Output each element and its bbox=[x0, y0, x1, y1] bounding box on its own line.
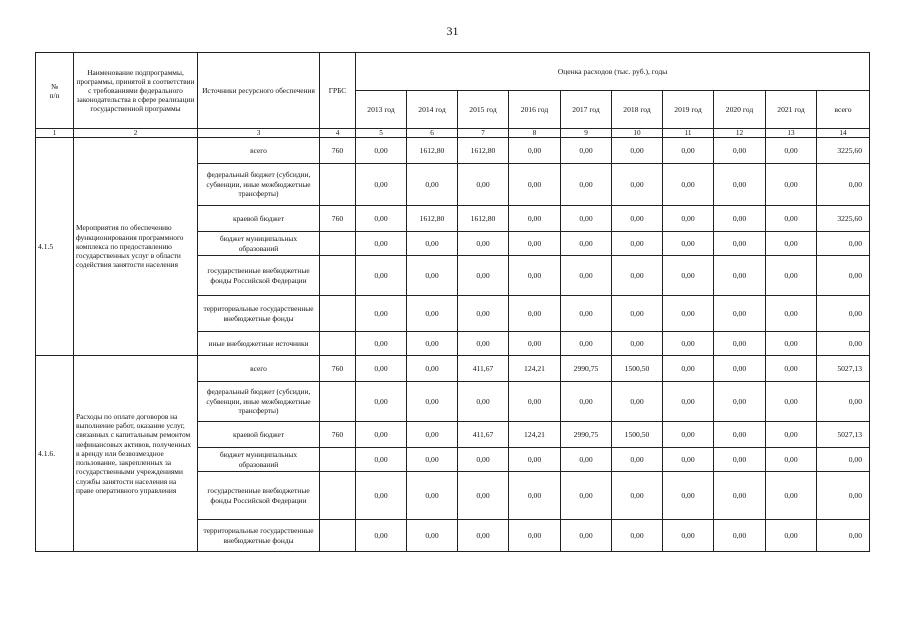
year-value: 0,00 bbox=[356, 520, 407, 552]
year-value: 0,00 bbox=[458, 256, 509, 296]
grbs-code: 760 bbox=[320, 206, 356, 232]
year-value: 0,00 bbox=[766, 256, 817, 296]
grbs-code: 760 bbox=[320, 422, 356, 448]
funding-source: бюджет муниципальных образований bbox=[198, 448, 320, 472]
total-value: 0,00 bbox=[817, 448, 870, 472]
grbs-code bbox=[320, 448, 356, 472]
year-value: 0,00 bbox=[612, 138, 663, 164]
year-value: 0,00 bbox=[509, 520, 561, 552]
year-value: 0,00 bbox=[663, 356, 714, 382]
year-value: 411,67 bbox=[458, 356, 509, 382]
column-number: 2 bbox=[74, 129, 198, 138]
year-value: 0,00 bbox=[356, 138, 407, 164]
year-value: 0,00 bbox=[356, 332, 407, 356]
column-numbers-row bbox=[36, 129, 870, 138]
year-value: 0,00 bbox=[663, 520, 714, 552]
year-value: 0,00 bbox=[356, 356, 407, 382]
column-number: 1 bbox=[36, 129, 74, 138]
funding-source: федеральный бюджет (субсидии, субвенции, иные межбюджетные трансферты) bbox=[198, 382, 320, 422]
year-value: 0,00 bbox=[458, 520, 509, 552]
year-value: 0,00 bbox=[561, 256, 612, 296]
year-value: 0,00 bbox=[407, 164, 458, 206]
year-value: 0,00 bbox=[612, 448, 663, 472]
year-value: 0,00 bbox=[509, 256, 561, 296]
year-value: 0,00 bbox=[458, 164, 509, 206]
year-value: 0,00 bbox=[407, 422, 458, 448]
year-value: 0,00 bbox=[356, 448, 407, 472]
year-value: 0,00 bbox=[561, 232, 612, 256]
year-value: 0,00 bbox=[612, 164, 663, 206]
year-value: 0,00 bbox=[612, 472, 663, 520]
year-value: 0,00 bbox=[663, 332, 714, 356]
funding-source: федеральный бюджет (субсидии, субвенции, иные межбюджетные трансферты) bbox=[198, 164, 320, 206]
column-number: 10 bbox=[612, 129, 663, 138]
year-value: 0,00 bbox=[766, 356, 817, 382]
total-value: 3225,60 bbox=[817, 138, 870, 164]
year-value: 2990,75 bbox=[561, 356, 612, 382]
year-value: 0,00 bbox=[407, 232, 458, 256]
year-value: 411,67 bbox=[458, 422, 509, 448]
grbs-code: 760 bbox=[320, 356, 356, 382]
funding-source: краевой бюджет bbox=[198, 206, 320, 232]
year-value: 0,00 bbox=[561, 206, 612, 232]
funding-source: краевой бюджет bbox=[198, 422, 320, 448]
year-value: 0,00 bbox=[356, 206, 407, 232]
header-year: 2013 год bbox=[356, 91, 407, 129]
funding-source: государственные внебюджетные фонды Российской Федерации bbox=[198, 472, 320, 520]
funding-source: территориальные государственные внебюджетные фонды bbox=[198, 296, 320, 332]
year-value: 0,00 bbox=[509, 296, 561, 332]
item-code: 4.1.5 bbox=[36, 138, 74, 356]
year-value: 0,00 bbox=[663, 138, 714, 164]
item-name: Расходы по оплате договоров на выполнение работ, оказание услуг, связанных с капитальным ремонтом нефинансовых активов, полученных в аренду или безвозмездное пользование, закрепленных за государственными учреждениями службы занятости населения на праве оперативного управления bbox=[74, 356, 198, 552]
year-value: 0,00 bbox=[663, 296, 714, 332]
funding-source: бюджет муниципальных образований bbox=[198, 232, 320, 256]
funding-source: всего bbox=[198, 356, 320, 382]
year-value: 0,00 bbox=[561, 164, 612, 206]
year-value: 0,00 bbox=[612, 520, 663, 552]
total-value: 0,00 bbox=[817, 332, 870, 356]
year-value: 0,00 bbox=[612, 206, 663, 232]
budget-table bbox=[35, 52, 870, 552]
year-value: 0,00 bbox=[509, 472, 561, 520]
year-value: 0,00 bbox=[407, 296, 458, 332]
year-value: 0,00 bbox=[407, 332, 458, 356]
total-value: 0,00 bbox=[817, 382, 870, 422]
year-value: 0,00 bbox=[458, 382, 509, 422]
header-estimate: Оценка расходов (тыс. руб.), годы bbox=[356, 53, 870, 91]
year-value: 0,00 bbox=[766, 382, 817, 422]
header-grbs: ГРБС bbox=[320, 53, 356, 129]
year-value: 0,00 bbox=[561, 472, 612, 520]
year-value: 0,00 bbox=[663, 448, 714, 472]
grbs-code: 760 bbox=[320, 138, 356, 164]
year-value: 0,00 bbox=[663, 232, 714, 256]
header-year: 2020 год bbox=[714, 91, 766, 129]
year-value: 0,00 bbox=[458, 232, 509, 256]
total-value: 0,00 bbox=[817, 520, 870, 552]
year-value: 0,00 bbox=[561, 382, 612, 422]
year-value: 0,00 bbox=[714, 206, 766, 232]
table-row bbox=[36, 138, 870, 164]
header-year: 2021 год bbox=[766, 91, 817, 129]
year-value: 0,00 bbox=[356, 232, 407, 256]
year-value: 0,00 bbox=[509, 448, 561, 472]
year-value: 0,00 bbox=[714, 332, 766, 356]
year-value: 0,00 bbox=[663, 206, 714, 232]
funding-source: территориальные государственные внебюджетные фонды bbox=[198, 520, 320, 552]
funding-source: всего bbox=[198, 138, 320, 164]
column-number: 12 bbox=[714, 129, 766, 138]
grbs-code bbox=[320, 296, 356, 332]
header-year: 2019 год bbox=[663, 91, 714, 129]
year-value: 0,00 bbox=[714, 232, 766, 256]
grbs-code bbox=[320, 520, 356, 552]
year-value: 0,00 bbox=[561, 296, 612, 332]
year-value: 0,00 bbox=[714, 296, 766, 332]
year-value: 0,00 bbox=[407, 256, 458, 296]
year-value: 0,00 bbox=[458, 448, 509, 472]
year-value: 0,00 bbox=[766, 138, 817, 164]
column-number: 7 bbox=[458, 129, 509, 138]
year-value: 0,00 bbox=[356, 472, 407, 520]
year-value: 2990,75 bbox=[561, 422, 612, 448]
year-value: 0,00 bbox=[356, 382, 407, 422]
header-year: 2015 год bbox=[458, 91, 509, 129]
grbs-code bbox=[320, 472, 356, 520]
page-number: 31 bbox=[446, 24, 459, 38]
year-value: 1612,80 bbox=[458, 138, 509, 164]
grbs-code bbox=[320, 332, 356, 356]
header-num: № п/п bbox=[36, 53, 74, 129]
year-value: 1612,80 bbox=[407, 206, 458, 232]
year-value: 0,00 bbox=[714, 472, 766, 520]
year-value: 0,00 bbox=[356, 296, 407, 332]
total-value: 5027,13 bbox=[817, 356, 870, 382]
year-value: 124,21 bbox=[509, 422, 561, 448]
total-value: 0,00 bbox=[817, 232, 870, 256]
year-value: 0,00 bbox=[407, 472, 458, 520]
grbs-code bbox=[320, 382, 356, 422]
year-value: 0,00 bbox=[714, 520, 766, 552]
year-value: 0,00 bbox=[509, 206, 561, 232]
year-value: 0,00 bbox=[714, 382, 766, 422]
column-number: 13 bbox=[766, 129, 817, 138]
year-value: 0,00 bbox=[714, 138, 766, 164]
year-value: 0,00 bbox=[663, 422, 714, 448]
year-value: 0,00 bbox=[407, 448, 458, 472]
year-value: 0,00 bbox=[561, 520, 612, 552]
year-value: 0,00 bbox=[612, 256, 663, 296]
year-value: 0,00 bbox=[356, 164, 407, 206]
item-code: 4.1.6. bbox=[36, 356, 74, 552]
total-value: 3225,60 bbox=[817, 206, 870, 232]
year-value: 0,00 bbox=[766, 472, 817, 520]
funding-source: иные внебюджетные источники bbox=[198, 332, 320, 356]
year-value: 0,00 bbox=[612, 296, 663, 332]
year-value: 0,00 bbox=[407, 520, 458, 552]
header-name: Наименование подпрограммы, программы, принятой в соответствии с требованиями федерального законодательства в сфере реализации государственной программы bbox=[74, 53, 198, 129]
year-value: 0,00 bbox=[509, 164, 561, 206]
year-value: 0,00 bbox=[509, 232, 561, 256]
year-value: 1500,50 bbox=[612, 356, 663, 382]
year-value: 0,00 bbox=[612, 382, 663, 422]
year-value: 1612,80 bbox=[458, 206, 509, 232]
year-value: 0,00 bbox=[766, 232, 817, 256]
year-value: 0,00 bbox=[356, 256, 407, 296]
year-value: 0,00 bbox=[663, 472, 714, 520]
year-value: 0,00 bbox=[766, 448, 817, 472]
year-value: 0,00 bbox=[714, 356, 766, 382]
column-number: 9 bbox=[561, 129, 612, 138]
column-number: 6 bbox=[407, 129, 458, 138]
year-value: 0,00 bbox=[458, 332, 509, 356]
column-number: 11 bbox=[663, 129, 714, 138]
header-year: 2017 год bbox=[561, 91, 612, 129]
total-value: 5027,13 bbox=[817, 422, 870, 448]
header-year-total: всего bbox=[817, 91, 870, 129]
year-value: 0,00 bbox=[663, 382, 714, 422]
total-value: 0,00 bbox=[817, 472, 870, 520]
year-value: 0,00 bbox=[458, 472, 509, 520]
column-number: 8 bbox=[509, 129, 561, 138]
year-value: 0,00 bbox=[407, 382, 458, 422]
year-value: 0,00 bbox=[663, 256, 714, 296]
year-value: 0,00 bbox=[407, 356, 458, 382]
year-value: 0,00 bbox=[766, 206, 817, 232]
header-year: 2018 год bbox=[612, 91, 663, 129]
year-value: 0,00 bbox=[714, 256, 766, 296]
year-value: 0,00 bbox=[663, 164, 714, 206]
year-value: 0,00 bbox=[561, 448, 612, 472]
year-value: 0,00 bbox=[356, 422, 407, 448]
funding-source: государственные внебюджетные фонды Российской Федерации bbox=[198, 256, 320, 296]
year-value: 0,00 bbox=[509, 332, 561, 356]
grbs-code bbox=[320, 256, 356, 296]
grbs-code bbox=[320, 232, 356, 256]
header-year: 2016 год bbox=[509, 91, 561, 129]
header-sources: Источники ресурсного обеспечения bbox=[198, 53, 320, 129]
total-value: 0,00 bbox=[817, 164, 870, 206]
year-value: 0,00 bbox=[561, 138, 612, 164]
column-number: 4 bbox=[320, 129, 356, 138]
year-value: 0,00 bbox=[612, 332, 663, 356]
item-name: Мероприятия по обеспечению функционирования программного комплекса по предоставлению государственных услуг в области содействия занятости населения bbox=[74, 138, 198, 356]
year-value: 0,00 bbox=[766, 164, 817, 206]
column-number: 5 bbox=[356, 129, 407, 138]
year-value: 0,00 bbox=[714, 448, 766, 472]
year-value: 0,00 bbox=[766, 332, 817, 356]
column-number: 3 bbox=[198, 129, 320, 138]
header-year: 2014 год bbox=[407, 91, 458, 129]
table-row bbox=[36, 356, 870, 382]
year-value: 0,00 bbox=[766, 296, 817, 332]
total-value: 0,00 bbox=[817, 296, 870, 332]
year-value: 124,21 bbox=[509, 356, 561, 382]
year-value: 0,00 bbox=[766, 422, 817, 448]
year-value: 0,00 bbox=[509, 382, 561, 422]
column-number: 14 bbox=[817, 129, 870, 138]
year-value: 0,00 bbox=[458, 296, 509, 332]
year-value: 1612,80 bbox=[407, 138, 458, 164]
year-value: 0,00 bbox=[509, 138, 561, 164]
year-value: 0,00 bbox=[766, 520, 817, 552]
grbs-code bbox=[320, 164, 356, 206]
year-value: 0,00 bbox=[714, 422, 766, 448]
year-value: 0,00 bbox=[561, 332, 612, 356]
total-value: 0,00 bbox=[817, 256, 870, 296]
year-value: 1500,50 bbox=[612, 422, 663, 448]
year-value: 0,00 bbox=[714, 164, 766, 206]
year-value: 0,00 bbox=[612, 232, 663, 256]
